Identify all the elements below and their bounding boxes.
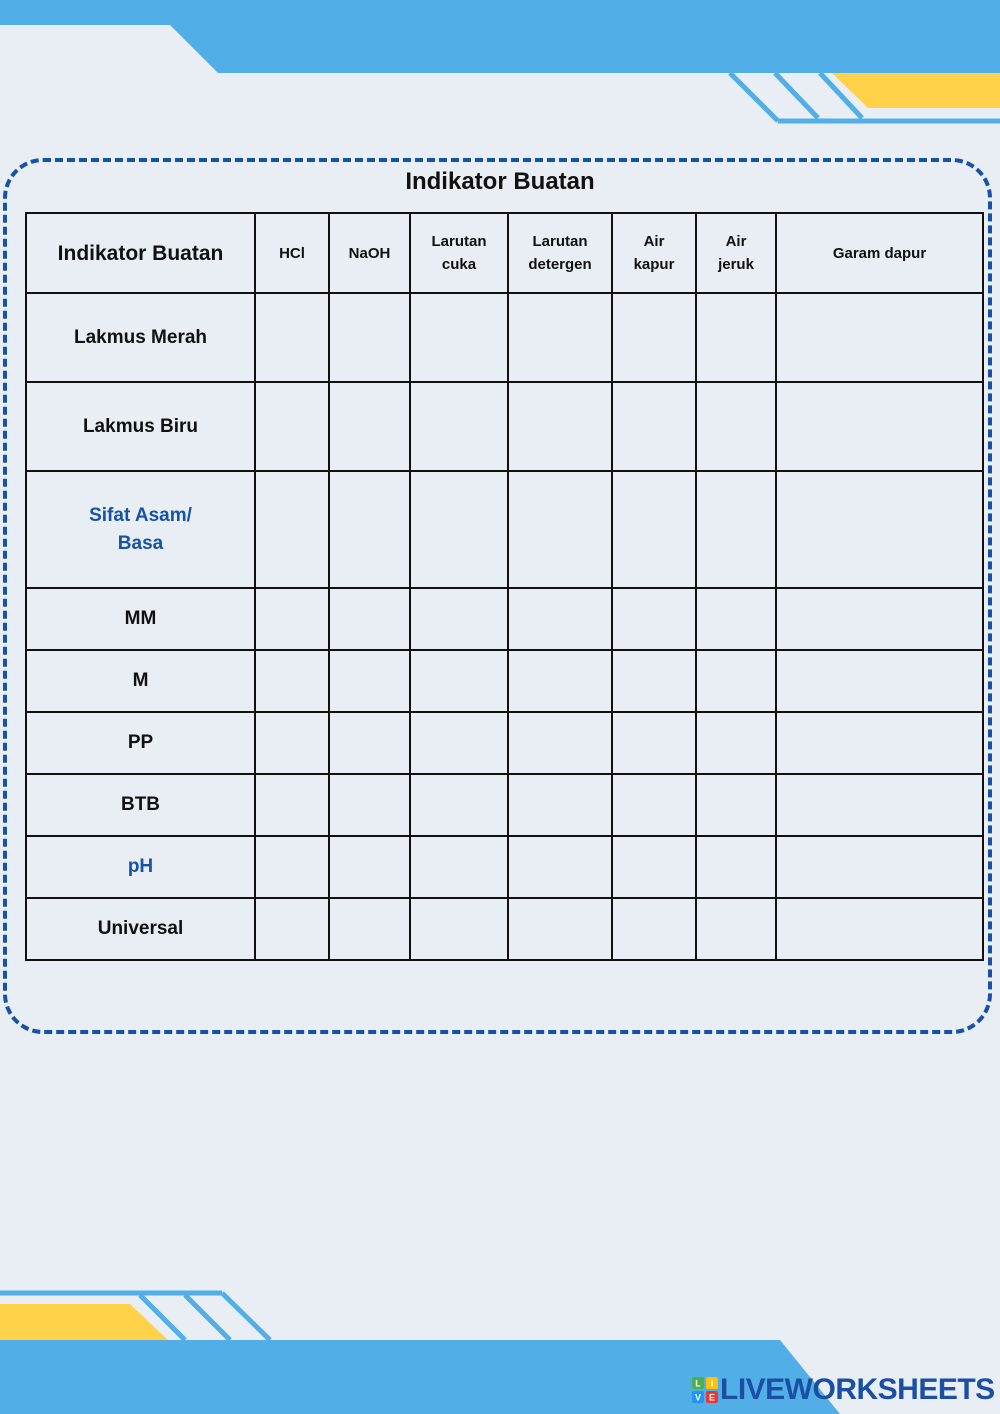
answer-cell[interactable]: [329, 712, 410, 774]
answer-cell[interactable]: [255, 382, 329, 471]
answer-cell[interactable]: [329, 382, 410, 471]
answer-cell[interactable]: [776, 382, 983, 471]
answer-cell[interactable]: [508, 650, 612, 712]
answer-cell[interactable]: [776, 836, 983, 898]
icon-letter: L: [695, 1378, 701, 1389]
answer-cell[interactable]: [612, 898, 696, 960]
answer-cell[interactable]: [612, 471, 696, 588]
column-header: Larutan detergen: [508, 213, 612, 293]
answer-cell[interactable]: [696, 293, 776, 382]
table-row: [26, 588, 983, 650]
answer-cell[interactable]: [410, 382, 508, 471]
column-header: HCl: [255, 213, 329, 293]
answer-cell[interactable]: [508, 712, 612, 774]
answer-cell[interactable]: [255, 774, 329, 836]
answer-cell[interactable]: [696, 588, 776, 650]
answer-cell[interactable]: [255, 712, 329, 774]
row-label: Universal: [26, 898, 255, 960]
answer-cell[interactable]: [255, 650, 329, 712]
indicator-table: [25, 212, 984, 961]
answer-cell[interactable]: [612, 293, 696, 382]
answer-cell[interactable]: [508, 293, 612, 382]
row-label: Lakmus Biru: [26, 382, 255, 471]
answer-cell[interactable]: [776, 712, 983, 774]
answer-cell[interactable]: [612, 650, 696, 712]
answer-cell[interactable]: [508, 471, 612, 588]
answer-cell[interactable]: [612, 382, 696, 471]
answer-cell[interactable]: [410, 471, 508, 588]
table-row: [26, 712, 983, 774]
brand-name: LIVEWORKSHEETS: [720, 1373, 995, 1406]
top-yellow-stripe: [832, 73, 1000, 108]
answer-cell[interactable]: [329, 774, 410, 836]
answer-cell[interactable]: [255, 836, 329, 898]
answer-cell[interactable]: [776, 650, 983, 712]
table-row: [26, 382, 983, 471]
column-header: Larutan cuka: [410, 213, 508, 293]
row-label: Sifat Asam/ Basa: [26, 471, 255, 588]
column-header: Garam dapur: [776, 213, 983, 293]
answer-cell[interactable]: [696, 650, 776, 712]
icon-letter: I: [710, 1378, 714, 1389]
answer-cell[interactable]: [255, 293, 329, 382]
answer-cell[interactable]: [612, 774, 696, 836]
top-blue-band: [0, 0, 1000, 73]
table-row: [26, 774, 983, 836]
liveworksheets-logo: [692, 1372, 995, 1408]
answer-cell[interactable]: [329, 588, 410, 650]
answer-cell[interactable]: [329, 293, 410, 382]
row-label: PP: [26, 712, 255, 774]
table-row: [26, 836, 983, 898]
answer-cell[interactable]: [410, 588, 508, 650]
answer-cell[interactable]: [612, 712, 696, 774]
answer-cell[interactable]: [696, 774, 776, 836]
column-header: Air kapur: [612, 213, 696, 293]
answer-cell[interactable]: [410, 712, 508, 774]
answer-cell[interactable]: [329, 836, 410, 898]
answer-cell[interactable]: [776, 588, 983, 650]
answer-cell[interactable]: [508, 774, 612, 836]
liveworksheets-icon: [692, 1377, 718, 1403]
answer-cell[interactable]: [776, 898, 983, 960]
icon-letter: E: [708, 1392, 716, 1403]
answer-cell[interactable]: [508, 382, 612, 471]
header-row: [26, 213, 983, 293]
column-header: NaOH: [329, 213, 410, 293]
answer-cell[interactable]: [410, 836, 508, 898]
answer-cell[interactable]: [410, 293, 508, 382]
answer-cell[interactable]: [255, 471, 329, 588]
answer-cell[interactable]: [508, 898, 612, 960]
answer-cell[interactable]: [696, 382, 776, 471]
answer-cell[interactable]: [776, 293, 983, 382]
table-row: [26, 650, 983, 712]
answer-cell[interactable]: [255, 898, 329, 960]
bottom-yellow-stripe: [0, 1304, 168, 1340]
column-header: Air jeruk: [696, 213, 776, 293]
worksheet-title: Indikator Buatan: [405, 168, 595, 195]
corner-header: Indikator Buatan: [26, 213, 255, 293]
answer-cell[interactable]: [696, 712, 776, 774]
row-label: MM: [26, 588, 255, 650]
table-row: [26, 293, 983, 382]
row-label: Lakmus Merah: [26, 293, 255, 382]
answer-cell[interactable]: [329, 650, 410, 712]
answer-cell[interactable]: [329, 471, 410, 588]
answer-cell[interactable]: [329, 898, 410, 960]
answer-cell[interactable]: [508, 836, 612, 898]
answer-cell[interactable]: [612, 588, 696, 650]
answer-cell[interactable]: [410, 650, 508, 712]
answer-cell[interactable]: [696, 898, 776, 960]
answer-cell[interactable]: [776, 471, 983, 588]
icon-letter: V: [694, 1392, 702, 1403]
table-row: [26, 471, 983, 588]
answer-cell[interactable]: [255, 588, 329, 650]
table-row: [26, 898, 983, 960]
row-label: BTB: [26, 774, 255, 836]
answer-cell[interactable]: [410, 774, 508, 836]
answer-cell[interactable]: [696, 836, 776, 898]
answer-cell[interactable]: [696, 471, 776, 588]
row-label: pH: [26, 836, 255, 898]
answer-cell[interactable]: [612, 836, 696, 898]
answer-cell[interactable]: [410, 898, 508, 960]
row-label: M: [26, 650, 255, 712]
answer-cell[interactable]: [508, 588, 612, 650]
answer-cell[interactable]: [776, 774, 983, 836]
